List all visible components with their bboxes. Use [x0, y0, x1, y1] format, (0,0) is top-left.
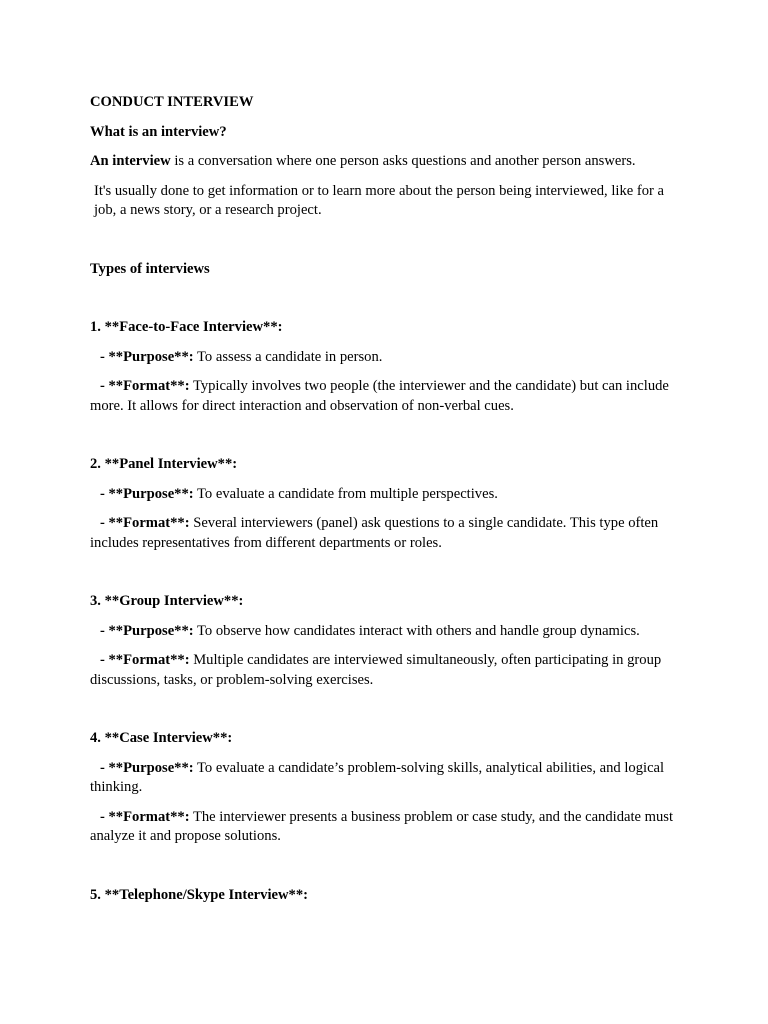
purpose-label: - **Purpose**: [100, 759, 194, 776]
section-heading: 4. **Case Interview**: [90, 730, 233, 746]
purpose-text: To assess a candidate in person. [193, 348, 383, 365]
explanation-paragraph: It's usually done to get information or to learn more about the person being interviewed, like for a job, a news story, or a research project. [94, 182, 665, 218]
section-heading: 3. **Group Interview**: [90, 593, 244, 609]
question-heading: What is an interview? [90, 123, 227, 140]
purpose-label: - **Purpose**: [100, 622, 194, 639]
definition-paragraph [90, 152, 676, 172]
document-body [90, 93, 676, 905]
section-purpose [90, 485, 676, 505]
purpose-text: To evaluate a candidate’s problem-solving skills, analytical abilities, and logical thinking. [90, 759, 665, 795]
definition-term: An interview [90, 153, 171, 169]
format-text: Several interviewers (panel) ask questions to a single candidate. This type often includes representatives from different departments or roles. [90, 515, 659, 551]
section-heading: 2. **Panel Interview**: [90, 456, 238, 472]
section-format [90, 808, 676, 847]
purpose-text: To evaluate a candidate from multiple perspectives. [193, 485, 498, 502]
format-label: - **Format**: [100, 378, 190, 394]
section-purpose [90, 348, 676, 368]
section-purpose [90, 759, 676, 798]
definition-text: is a conversation where one person asks questions and another person answers. [170, 153, 636, 169]
purpose-label: - **Purpose**: [100, 485, 194, 502]
document-title: CONDUCT INTERVIEW [90, 94, 254, 110]
section-heading: 5. **Telephone/Skype Interview**: [90, 886, 308, 903]
format-text: The interviewer presents a business problem or case study, and the candidate must analyze it and propose solutions. [90, 808, 674, 844]
format-label: - **Format**: [100, 515, 190, 531]
format-text: Typically involves two people (the interviewer and the candidate) but can include more. It allows for direct interaction and observation of non-verbal cues. [90, 378, 669, 414]
format-text: Multiple candidates are interviewed simultaneously, often participating in group discussions, tasks, or problem-solving exercises. [90, 652, 662, 688]
section-format [90, 377, 676, 416]
section-purpose [90, 622, 676, 642]
types-heading: Types of interviews [90, 260, 210, 277]
purpose-text: To observe how candidates interact with others and handle group dynamics. [193, 622, 640, 639]
format-label: - **Format**: [100, 652, 190, 668]
section-format [90, 514, 676, 553]
format-label: - **Format**: [100, 808, 190, 825]
section-format [90, 651, 676, 690]
section-heading: 1. **Face-to-Face Interview**: [90, 319, 283, 335]
purpose-label: - **Purpose**: [100, 348, 194, 365]
